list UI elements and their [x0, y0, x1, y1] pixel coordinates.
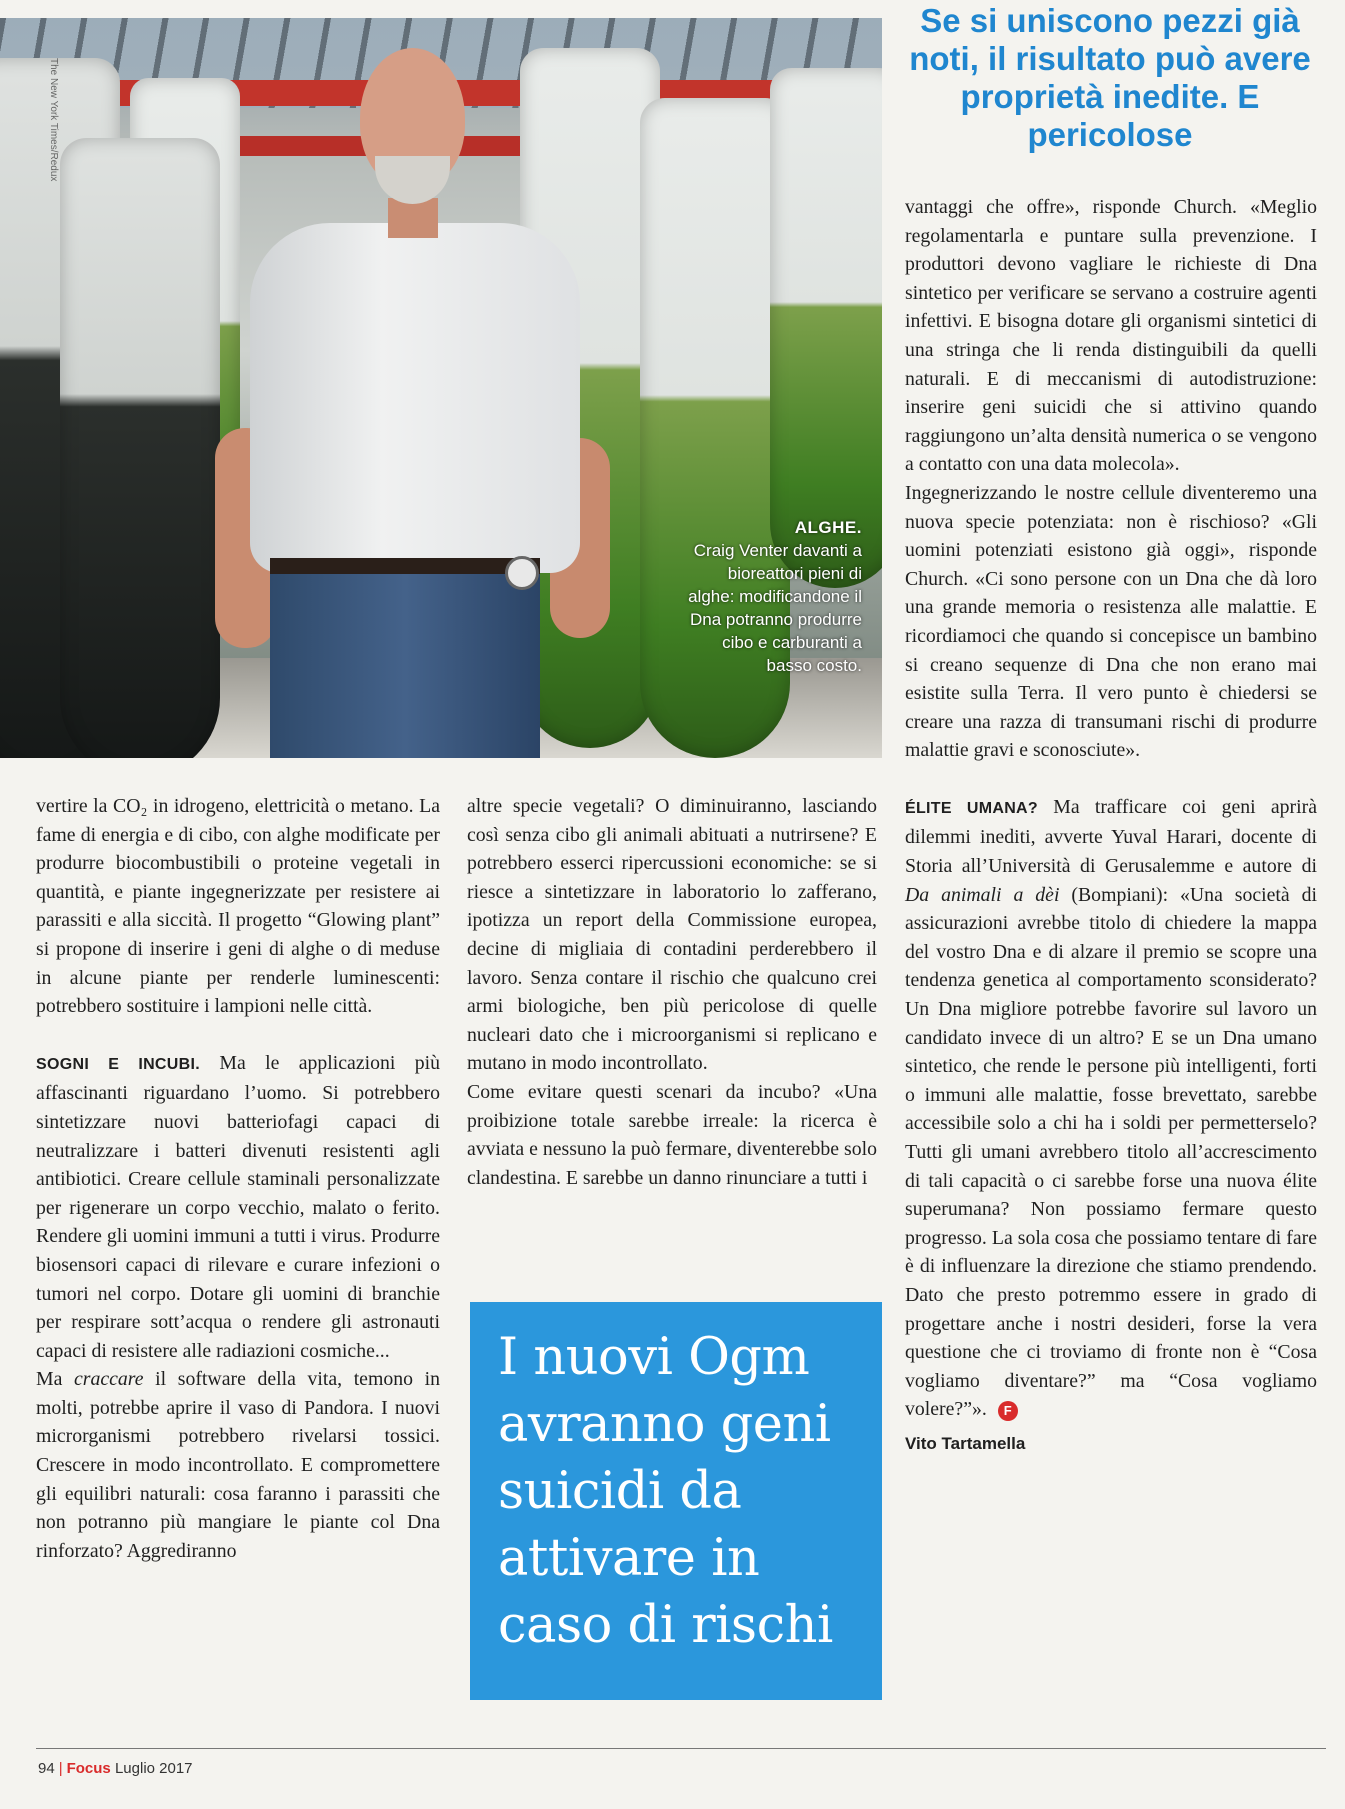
photo-credit: The New York Times/Redux: [48, 58, 59, 182]
pull-quote: I nuovi Ogm avranno geni suicidi da attivare in caso di rischi: [498, 1328, 833, 1655]
paragraph: altre specie vegetali? O diminuiranno, lasciando così senza cibo gli animali abituati a nutrirsene? E potrebbero esserci ripercussioni economiche: se si riesce a sintetizzare in laboratorio lo zafferano, ipotizza un report della Commissione europea, decine di migliaia di contadini perderebbero il lavoro. Senza contare il rischio che qualcuno crei armi biologiche, ben più pericolose di quelle nucleari dato che i microorganismi si replicano e mutano in modo incontrollato.: [467, 795, 877, 1075]
photo-caption: [687, 516, 862, 677]
caption-text: Craig Venter davanti a bioreattori pieni di alghe: modificandone il Dna potranno produrre cibo e carburanti a basso costo.: [688, 541, 862, 675]
pull-quote-box: [470, 1302, 882, 1700]
magazine-brand: Focus: [66, 1760, 111, 1777]
neck: [388, 198, 438, 238]
paragraph: vertire la CO₂ in idrogeno, elettricità o metano. La fame di energia e di cibo, con alghe modificate per produrre biocombustibili o proteine vegetali in quantità, e piante ingegnerizzate per resistere ai parassiti e alla siccità. Il progetto “Glowing plant” si propone di inserire i geni di alghe o di meduse in alcune piante per renderle luminescenti: potrebbero sostituire i lampioni nelle città.: [36, 795, 440, 1018]
paragraph: [36, 1049, 440, 1366]
text-column-1: [36, 792, 440, 1565]
paragraph-text: Ma le applicazioni più affascinanti riguardano l’uomo. Si potrebbero sintetizzare nuovi batteriofagi capaci di neutralizzare i batteri divenuti resistenti agli antibiotici. Creare cellule staminali personalizzate per rigenerare un corpo vecchio, malato o ferito. Rendere gli uomini immuni a tutti i virus. Produrre biosensori capaci di rilevare e curare infezioni o tumori nel corpo. Dotare gli uomini di branchie per respirare sott’acqua o rendere gli astronauti capaci di resistere alle radiazioni cosmiche...: [36, 1051, 440, 1362]
paragraph: [905, 793, 1317, 1424]
bioreactor-bag: [60, 138, 220, 758]
section-kicker: ÉLITE UMANA?: [905, 799, 1038, 817]
paragraph-text: Ma: [36, 1368, 63, 1391]
text-column-2: [467, 792, 877, 1192]
page-footer: [38, 1760, 193, 1777]
paragraph: Ingegnerizzando le nostre cellule diventeremo una nuova specie potenziata: non è rischioso? «Gli uomini potenziati esistono già oggi», risponde Church. «Ci sono persone con un Dna che dà loro una grande memoria o resistenza alle malattie. E ricordiamoci che quando si concepisce un bambino si creano sequenze di Dna che non erano mai esistite sulla Terra. Il vero punto è chiedersi se creare una razza di transumani rischi di produrre malattie gravi e sconosciute».: [905, 481, 1317, 762]
end-mark-icon: F: [998, 1401, 1018, 1421]
jeans: [270, 558, 540, 758]
page-number: 94: [38, 1760, 55, 1777]
caption-lead: ALGHE.: [794, 518, 862, 537]
paragraph-text: (Bompiani): «Una società di assicurazioni avrebbe titolo di chiedere la mappa del vostro Dna e di alzare il premio se scopre una tendenza genetica al comportamento sconsiderato? Un Dna migliore potrebbe favorire sul lavoro un candidato invece di un altro? E se un Dna umano sintetico, che rende le persone più intelligenti, forti o immuni alle malattie, fosse brevettato, sarebbe accessibile solo a chi ha i soldi per permetterselo? Tutti gli umani avrebbero titolo all’accrescimento di tali capacità o ci sarebbe forse una nuova élite superumana? Non possiamo fermare questo progresso. La sola cosa che possiamo tentare di fare è di influenzare la direzione che stiamo prendendo. Dato che presto potremmo essere in grado di progettare anche i nostri desideri, forse la vera questione che ci troviamo di fronte non è “Cosa vogliamo diventare?” ma “Cosa vogliamo volere?”».: [905, 883, 1318, 1421]
footer-separator: |: [58, 1760, 63, 1777]
text-column-3: [905, 193, 1317, 1459]
emphasis-text: craccare: [73, 1368, 144, 1391]
paragraph: Come evitare questi scenari da incubo? «Una proibizione totale sarebbe irreale: la ricerca è avviata e nessuno la può fermare, diventerebbe solo clandestina. E sarebbe un danno rinunciare a tutti i: [467, 1080, 877, 1189]
paragraph-text: il software della vita, temono in molti, potrebbe aprire il vaso di Pandora. I nuovi microrganismi potrebbero rivelarsi tossici. Crescere in modo incontrollato. E compromettere gli equilibri naturali: cosa faranno i parassiti che non potranno più mangiare le piante col Dna rinforzato? Aggrediranno: [36, 1368, 441, 1562]
bioreactor-bag: [770, 68, 882, 588]
issue-date: Luglio 2017: [114, 1760, 193, 1777]
footer-rule: [36, 1748, 1326, 1749]
paragraph-text: Ma trafficare coi geni aprirà dilemmi inediti, avverte Yuval Harari, docente di Storia all’Università di Gerusalemme e autore di: [905, 795, 1317, 878]
author-signature: Vito Tartamella: [905, 1433, 1026, 1453]
paragraph: [36, 1365, 440, 1565]
headline: Se si uniscono pezzi già noti, il risultato può avere proprietà inedite. E pericolose: [909, 2, 1311, 153]
beard: [375, 156, 450, 204]
paragraph: vantaggi che offre», risponde Church. «Meglio regolamentarla e puntare sulla prevenzione. I produttori devono vagliare le richieste di Dna sintetico per verificare se servano a costruire agenti infettivi. E bisogna dotare gli organismi sintetici di una stringa che li renda distinguibili da quelli naturali. E di meccanismi di autodistruzione: inserire geni suicidi che si attivino quando raggiungono un’alta densità numerica o se vengono a contatto con una data molecola».: [905, 196, 1317, 476]
person-figure: [205, 48, 625, 758]
watch-icon: [505, 556, 539, 590]
article-photo: [0, 18, 882, 758]
shirt: [250, 223, 580, 573]
section-kicker: SOGNI E INCUBI.: [36, 1055, 200, 1073]
belt: [270, 558, 540, 574]
book-title: Da animali a dèi: [905, 883, 1060, 906]
